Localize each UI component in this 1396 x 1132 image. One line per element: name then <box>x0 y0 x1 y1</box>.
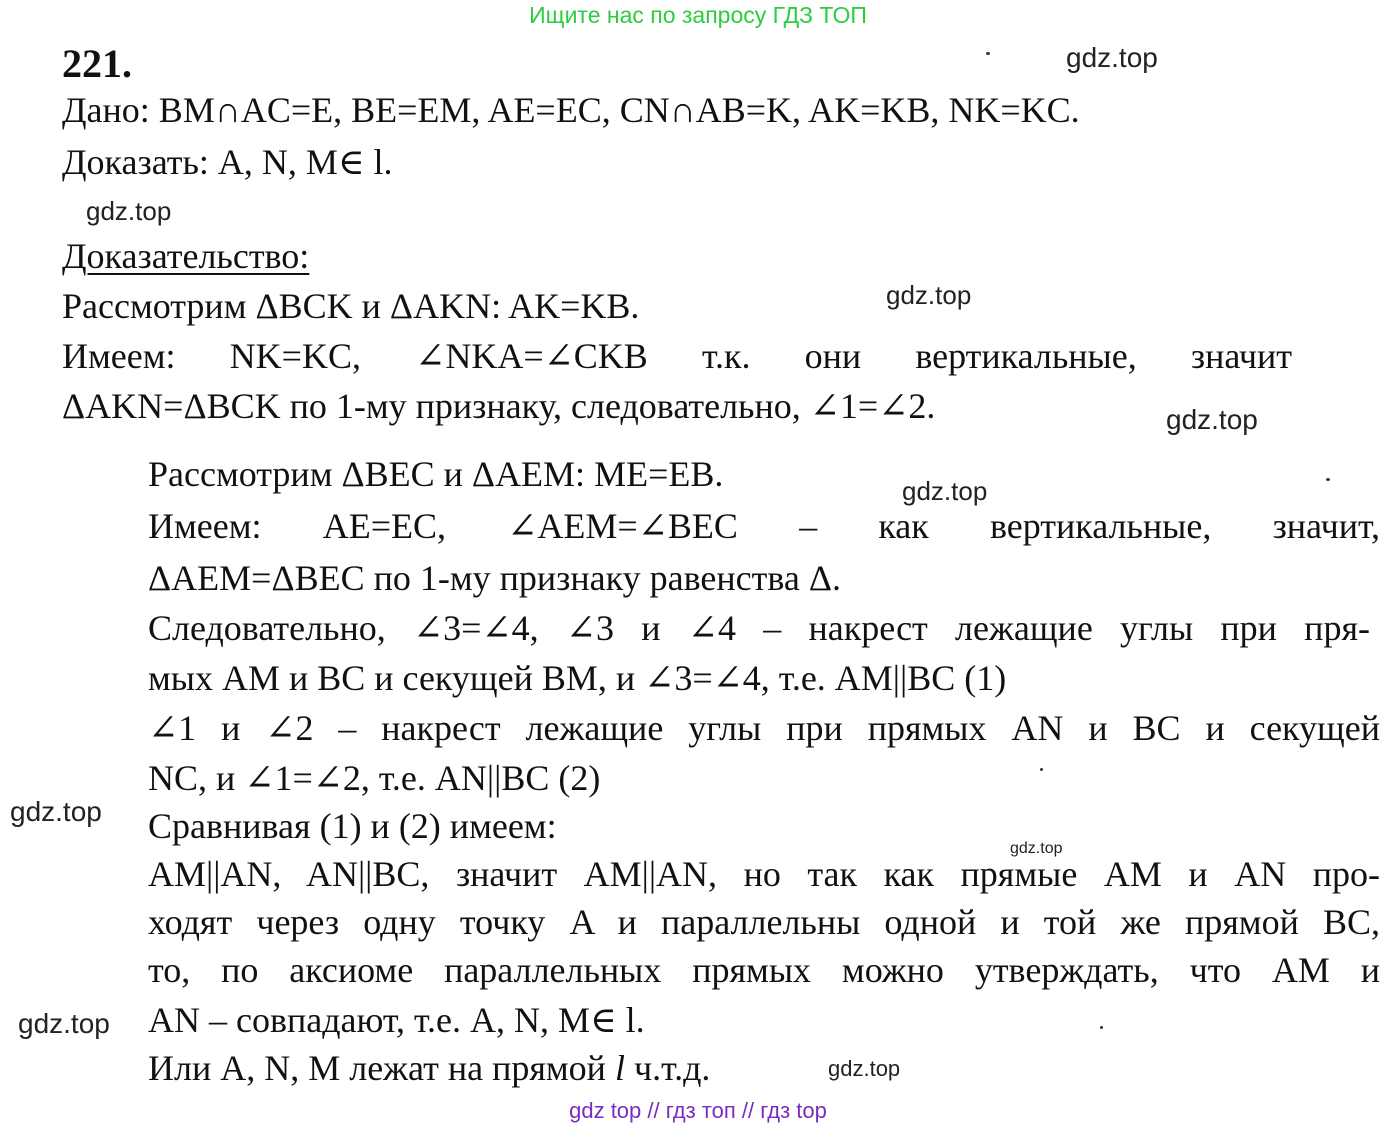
part1-line-1: Рассмотрим ΔBCK и ΔAKN: AK=KB. <box>62 286 640 326</box>
given-line: Дано: BM∩AC=E, BE=EM, AE=EC, CN∩AB=K, AK=KB, NK=KC. <box>62 90 1080 130</box>
part2-line-2: Имеем: AE=EC, ∠AEM=∠BEC – как вертикальные, значит, <box>148 506 1380 546</box>
part2-line-9: AM||AN, AN||BC, значит AM||AN, но так как прямые AM и AN про- <box>148 854 1380 894</box>
problem-number: 221. <box>62 41 132 86</box>
part1-line-2: Имеем: NK=KC, ∠NKA=∠CKB т.к. они вертикальные, значит <box>62 336 1292 376</box>
watermark: gdz.top <box>1066 42 1158 73</box>
part2-line-4: Следовательно, ∠3=∠4, ∠3 и ∠4 – накрест лежащие углы при пря- <box>148 608 1370 648</box>
watermark: gdz.top <box>10 796 102 827</box>
watermark: gdz.top <box>828 1056 901 1081</box>
proof-heading: Доказательство: <box>62 236 310 276</box>
part2-line-12: AN – совпадают, т.е. A, N, M∈ l. <box>148 1000 645 1040</box>
watermark: gdz.top <box>1166 404 1258 435</box>
part2-line-1: Рассмотрим ΔBEC и ΔAEM: ME=EB. <box>148 454 724 494</box>
scan-speck <box>1326 478 1330 481</box>
line-variable: l <box>614 1048 625 1088</box>
part2-line-8: Сравнивая (1) и (2) имеем: <box>148 806 557 846</box>
conclusion-text: Или A, N, M лежат на прямой <box>148 1048 615 1088</box>
prove-line: Доказать: A, N, M∈ l. <box>62 142 393 182</box>
part2-line-11: то, по аксиоме параллельных прямых можно утверждать, что AM и <box>148 950 1380 990</box>
watermark: gdz.top <box>18 1008 110 1039</box>
watermark: gdz.top <box>1010 840 1063 857</box>
conclusion-line <box>148 1048 710 1088</box>
scan-speck <box>986 52 990 55</box>
watermark: gdz.top <box>886 280 972 310</box>
scan-speck <box>1040 768 1043 771</box>
part2-line-3: ΔAEM=ΔBEC по 1-му признаку равенства Δ. <box>148 558 841 598</box>
part2-line-5: мых AM и BC и секущей BM, и ∠3=∠4, т.е. AM||BC (1) <box>148 658 1007 698</box>
top-banner: Ищите нас по запросу ГДЗ ТОП <box>529 2 867 28</box>
part1-line-3: ΔAKN=ΔBCK по 1-му признаку, следовательно, ∠1=∠2. <box>62 386 936 426</box>
scan-speck <box>1100 1026 1103 1029</box>
part2-line-6: ∠1 и ∠2 – накрест лежащие углы при прямых AN и BC и секущей <box>148 708 1380 748</box>
conclusion-end: ч.т.д. <box>624 1048 711 1088</box>
watermark: gdz.top <box>902 476 988 506</box>
watermark: gdz.top <box>86 196 172 226</box>
footer-links: gdz top // гдз топ // гдз top <box>569 1098 827 1123</box>
part2-line-10: ходят через одну точку A и параллельны одной и той же прямой BC, <box>148 902 1380 942</box>
part2-line-7: NC, и ∠1=∠2, т.е. AN||BC (2) <box>148 758 601 798</box>
